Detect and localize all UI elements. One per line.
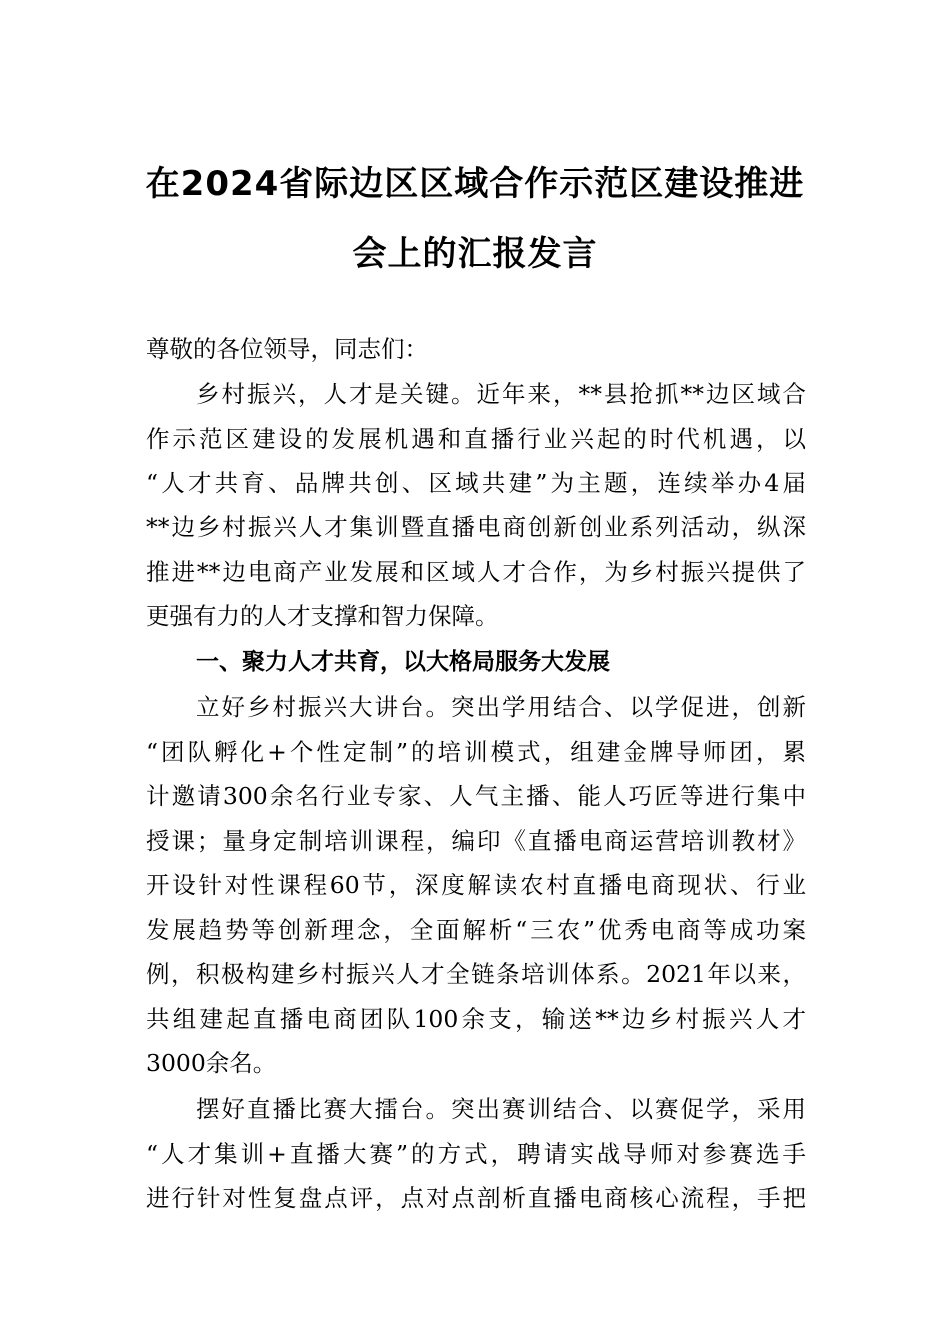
intro-line: “人才共育、品牌共创、区域共建”为主题，连续举办4届 bbox=[146, 469, 806, 497]
document-title-line-1: 在2024省际边区区域合作示范区建设推进 bbox=[145, 164, 805, 204]
body-line: 授课；量身定制培训课程，编印《直播电商运营培训教材》 bbox=[146, 827, 806, 855]
section-heading: 一、聚力人才共育，以大格局服务大发展 bbox=[196, 649, 610, 675]
body-line: 共组建起直播电商团队100余支，输送**边乡村振兴人才 bbox=[146, 1005, 806, 1033]
intro-line: 作示范区建设的发展机遇和直播行业兴起的时代机遇，以 bbox=[146, 425, 806, 453]
intro-line: 乡村振兴，人才是关键。近年来，**县抢抓**边区域合 bbox=[196, 380, 806, 408]
intro-line: 推进**边电商产业发展和区域人才合作，为乡村振兴提供了 bbox=[146, 558, 806, 586]
body-line: 立好乡村振兴大讲台。突出学用结合、以学促进，创新 bbox=[196, 693, 806, 721]
body-line: 计邀请300余名行业专家、人气主播、能人巧匠等进行集中 bbox=[146, 782, 806, 810]
intro-line: 更强有力的人才支撑和智力保障。 bbox=[146, 602, 499, 630]
body-line: 进行针对性复盘点评，点对点剖析直播电商核心流程，手把 bbox=[146, 1184, 806, 1212]
salutation: 尊敬的各位领导，同志们： bbox=[146, 335, 428, 363]
body-line: 3000余名。 bbox=[146, 1049, 277, 1077]
body-line: “团队孵化+个性定制”的培训模式，组建金牌导师团，累 bbox=[146, 738, 806, 766]
body-line: 开设针对性课程60节，深度解读农村直播电商现状、行业 bbox=[146, 871, 806, 899]
intro-line: **边乡村振兴人才集训暨直播电商创新创业系列活动，纵深 bbox=[146, 513, 806, 541]
body-line: 摆好直播比赛大擂台。突出赛训结合、以赛促学，采用 bbox=[196, 1095, 806, 1123]
body-line: 例，积极构建乡村振兴人才全链条培训体系。2021年以来， bbox=[146, 960, 806, 988]
body-line: 发展趋势等创新理念，全面解析“三农”优秀电商等成功案 bbox=[146, 916, 806, 944]
document-title-line-2: 会上的汇报发言 bbox=[352, 234, 598, 274]
body-line: “人才集训+直播大赛”的方式，聘请实战导师对参赛选手 bbox=[146, 1140, 806, 1168]
